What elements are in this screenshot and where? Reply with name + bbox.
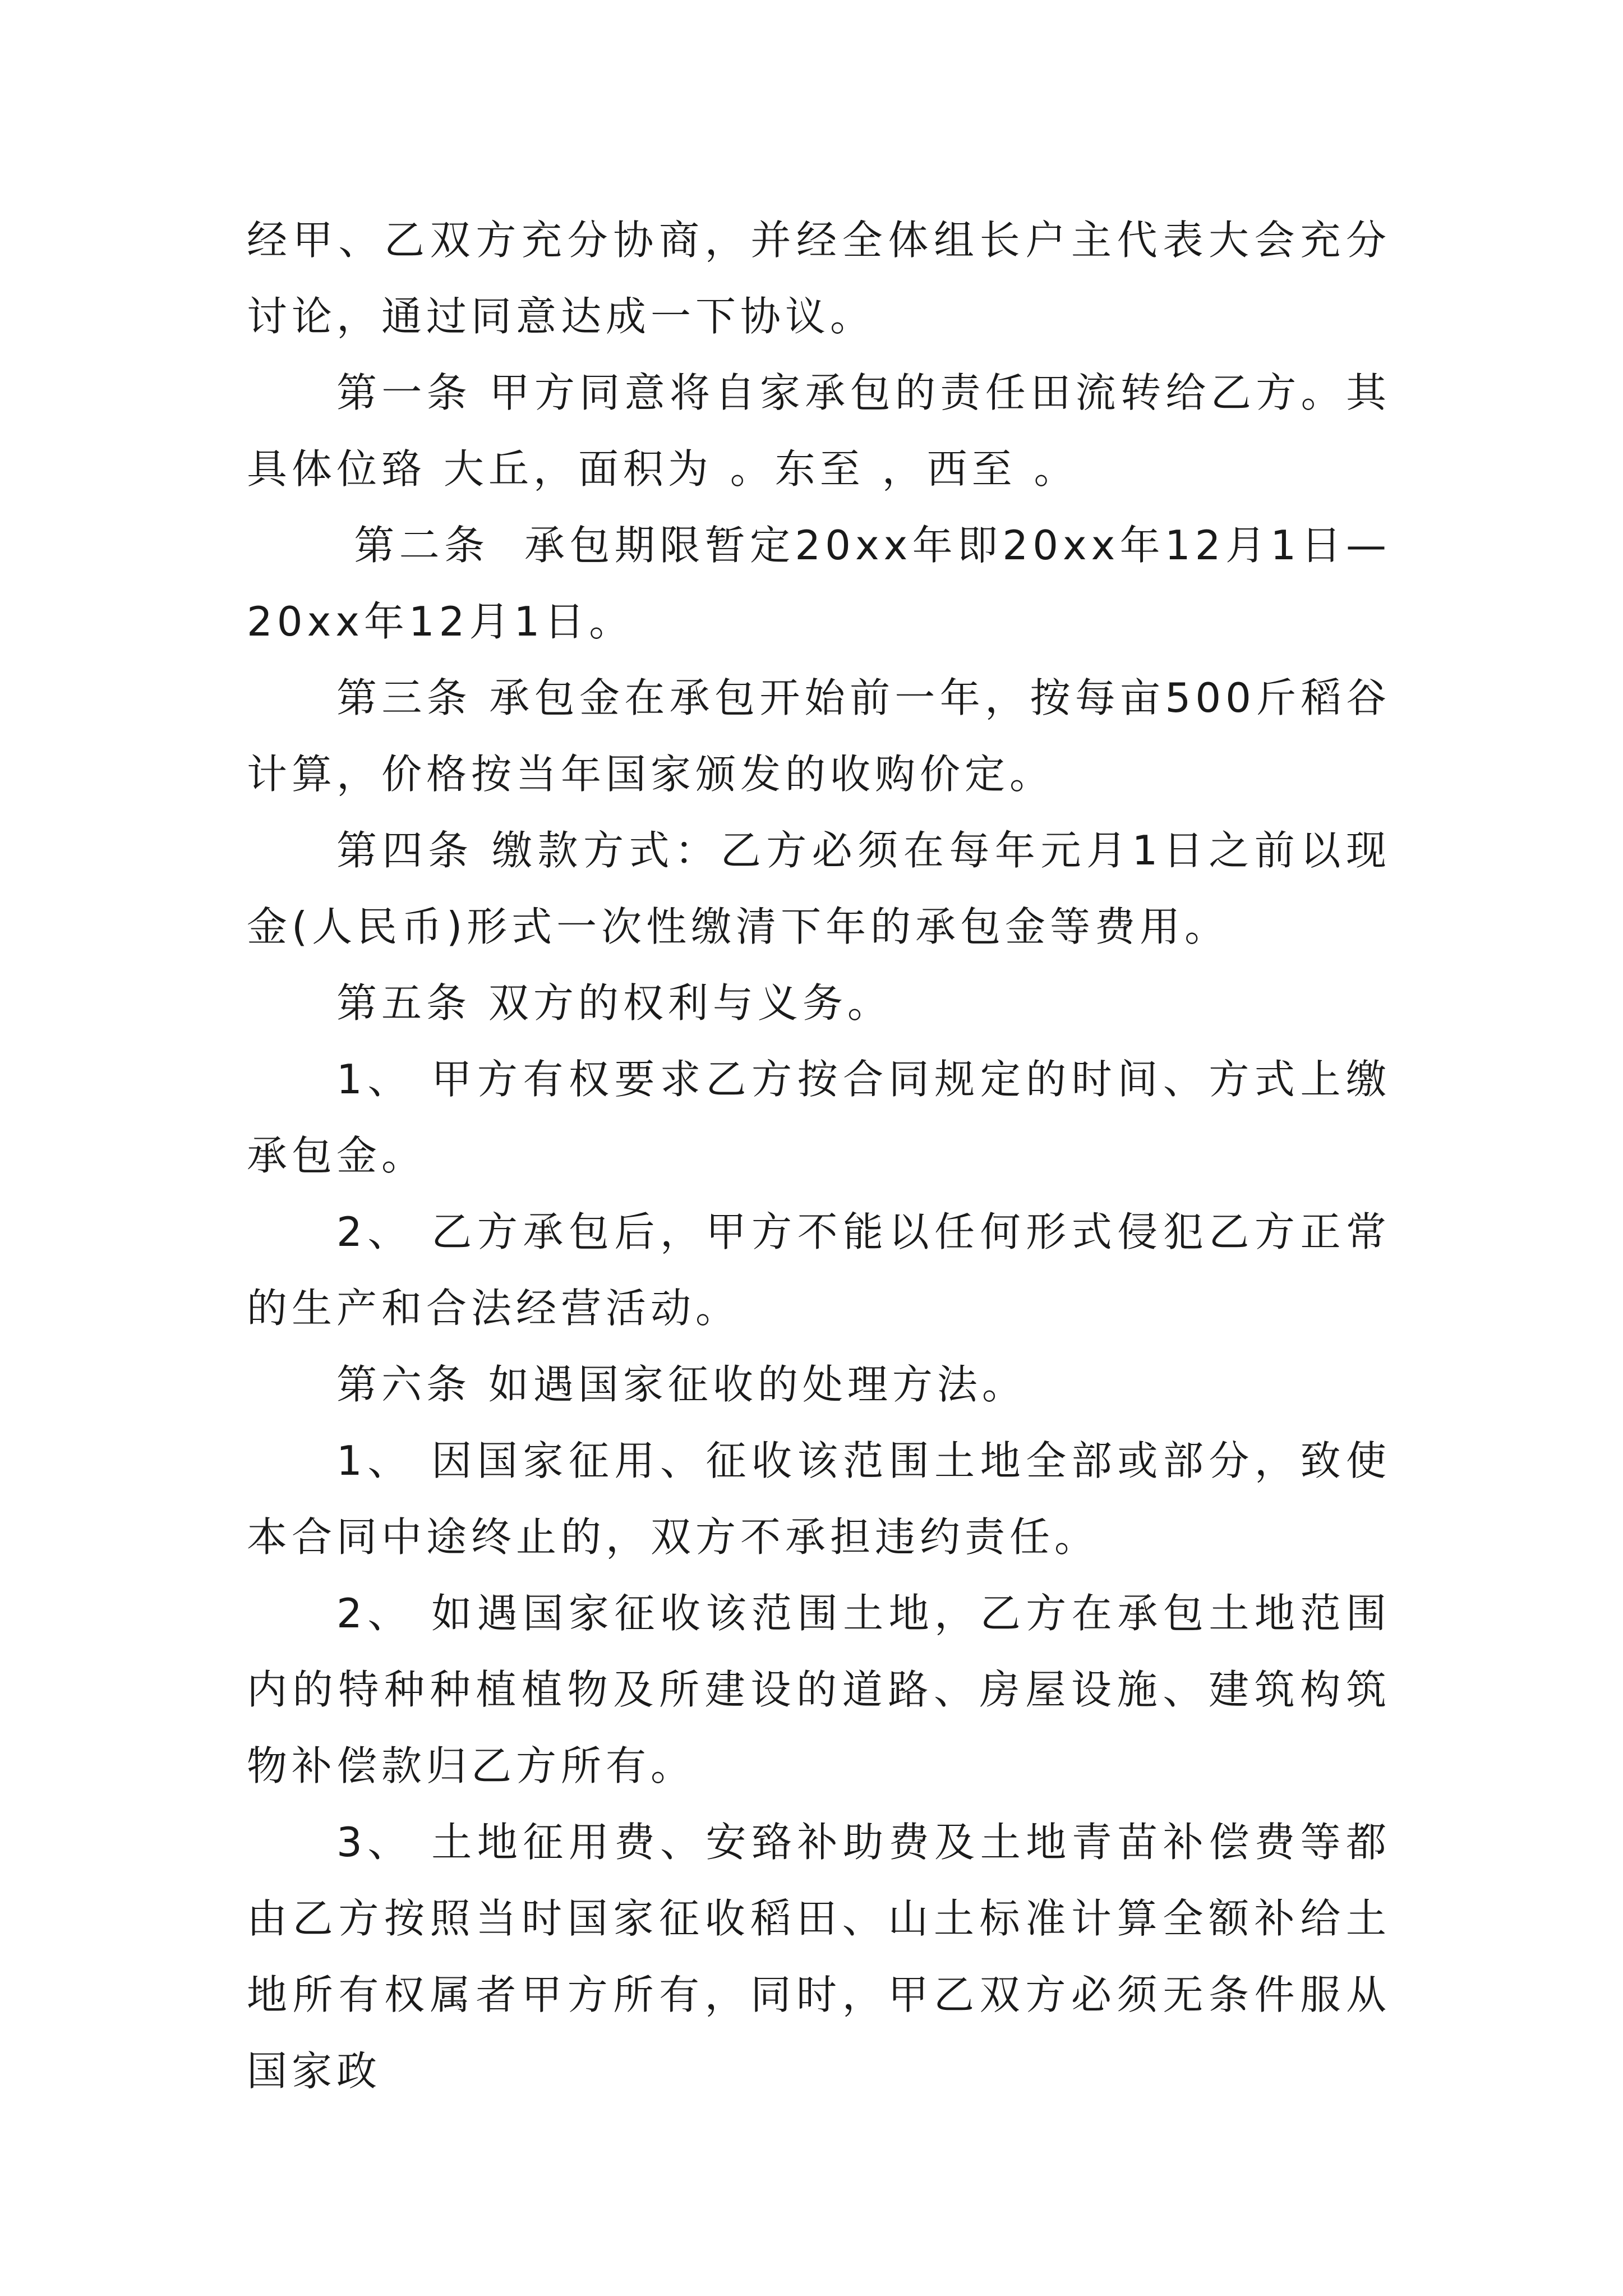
paragraph-intro: 经甲、乙双方充分协商，并经全体组长户主代表大会充分讨论，通过同意达成一下协议。 (247, 217, 1391, 340)
paragraph-article-6-item-2: 2、 如遇国家征收该范围土地，乙方在承包土地范围内的特种种植植物及所建设的道路、房屋设施、建筑构筑物补偿款归乙方所有。 (247, 1590, 1391, 1789)
paragraph-article-3: 第三条 承包金在承包开始前一年，按每亩500斤稻谷计算，价格按当年国家颁发的收购价定。 (247, 674, 1391, 798)
paragraph-article-6-item-1: 1、 因国家征用、征收该范围土地全部或部分，致使本合同中途终止的，双方不承担违约责任。 (247, 1437, 1391, 1561)
document-body (247, 202, 1391, 2109)
paragraph-article-5-item-1: 1、 甲方有权要求乙方按合同规定的时间、方式上缴承包金。 (247, 1056, 1391, 1179)
paragraph-article-4: 第四条 缴款方式：乙方必须在每年元月1日之前以现金(人民币)形式一次性缴清下年的承包金等费用。 (247, 827, 1391, 950)
paragraph-article-6-item-3: 3、 土地征用费、安臵补助费及土地青苗补偿费等都由乙方按照当时国家征收稻田、山土标准计算全额补给土地所有权属者甲方所有，同时，甲乙双方必须无条件服从国家政 (247, 1819, 1391, 2095)
paragraph-article-5-item-2: 2、 乙方承包后，甲方不能以任何形式侵犯乙方正常的生产和合法经营活动。 (247, 1208, 1391, 1332)
paragraph-article-6: 第六条 如遇国家征收的处理方法。 (336, 1361, 1027, 1408)
paragraph-article-1: 第一条 甲方同意将自家承包的责任田流转给乙方。其具体位臵 大丘，面积为 。东至 ，西至 。 (247, 369, 1391, 493)
paragraph-article-2: 第二条 承包期限暂定20xx年即20xx年12月1日—20xx年12月1日。 (247, 522, 1391, 645)
paragraph-article-5: 第五条 双方的权利与义务。 (336, 979, 892, 1027)
